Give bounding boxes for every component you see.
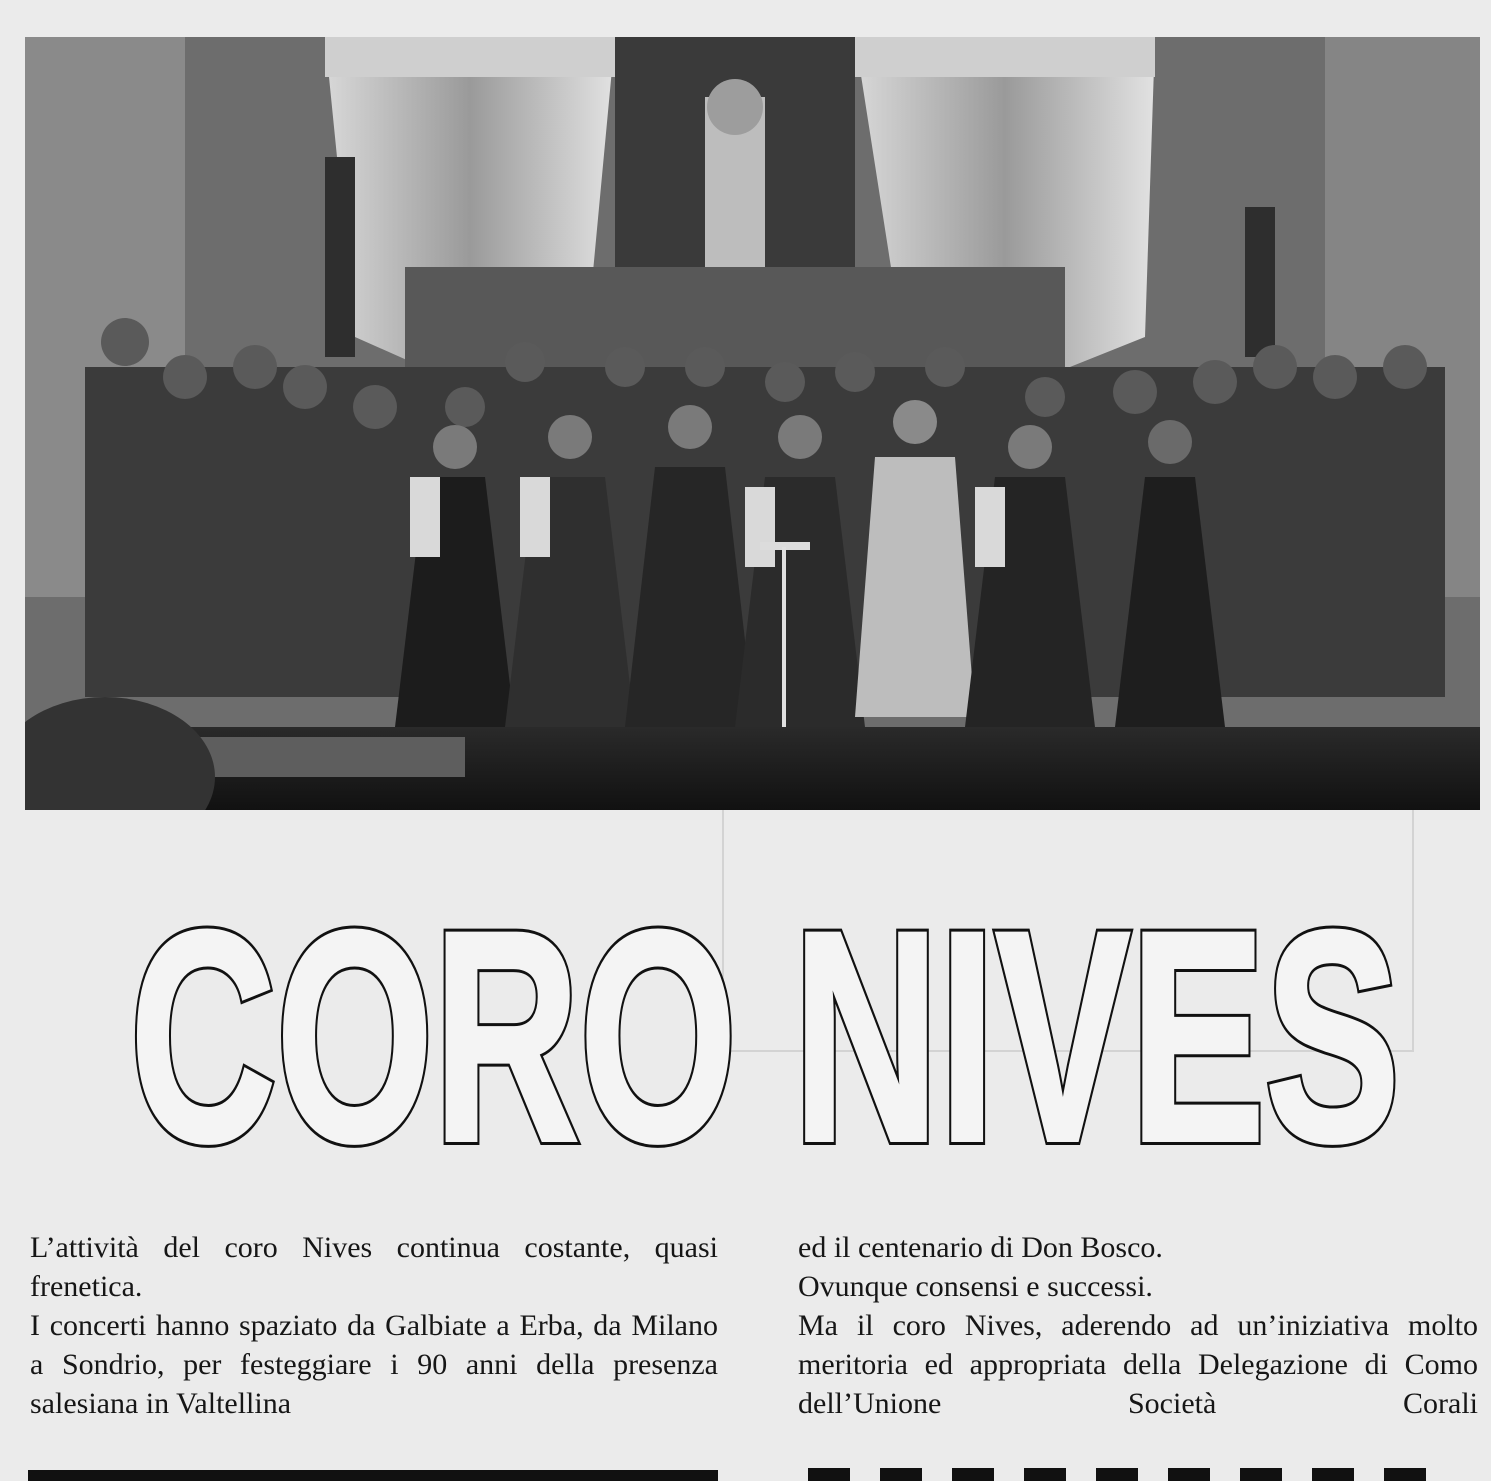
bottom-dash <box>1168 1468 1210 1481</box>
article-paragraph: L’attività del coro Nives continua costante, quasi frenetica. <box>30 1231 718 1303</box>
headline-text: CORO NIVES <box>130 900 1400 1170</box>
bottom-dash <box>880 1468 922 1481</box>
headline-title <box>120 900 1410 1170</box>
bottom-dash <box>1024 1468 1066 1481</box>
article-paragraph: ed il centenario di Don Bosco. <box>798 1231 1163 1264</box>
headline-outline-text <box>120 900 1410 1170</box>
bottom-dash <box>1096 1468 1138 1481</box>
bottom-dash <box>1384 1468 1426 1481</box>
article-paragraph: I concerti hanno spaziato da Galbiate a Erba, da Milano a Sondrio, per festeggiare i 90 anni della presenza salesiana in Valtellina <box>30 1309 718 1420</box>
bottom-dash <box>1240 1468 1282 1481</box>
bottom-dash <box>808 1468 850 1481</box>
bottom-dash <box>1312 1468 1354 1481</box>
choir-photo-illustration <box>25 37 1480 810</box>
article-left-column <box>30 1228 718 1423</box>
bottom-dash <box>952 1468 994 1481</box>
article-paragraph: Ovunque consensi e successi. <box>798 1270 1153 1303</box>
article-paragraph: Ma il coro Nives, aderendo ad un’iniziativa molto meritoria ed appropriata della Delegazione di Como dell’Unione Società Corali <box>798 1309 1478 1420</box>
bottom-rule <box>28 1470 718 1481</box>
choir-photo <box>25 37 1480 810</box>
article-right-column <box>798 1228 1478 1423</box>
headline-text-inner: CORO NIVES <box>130 900 1400 1170</box>
